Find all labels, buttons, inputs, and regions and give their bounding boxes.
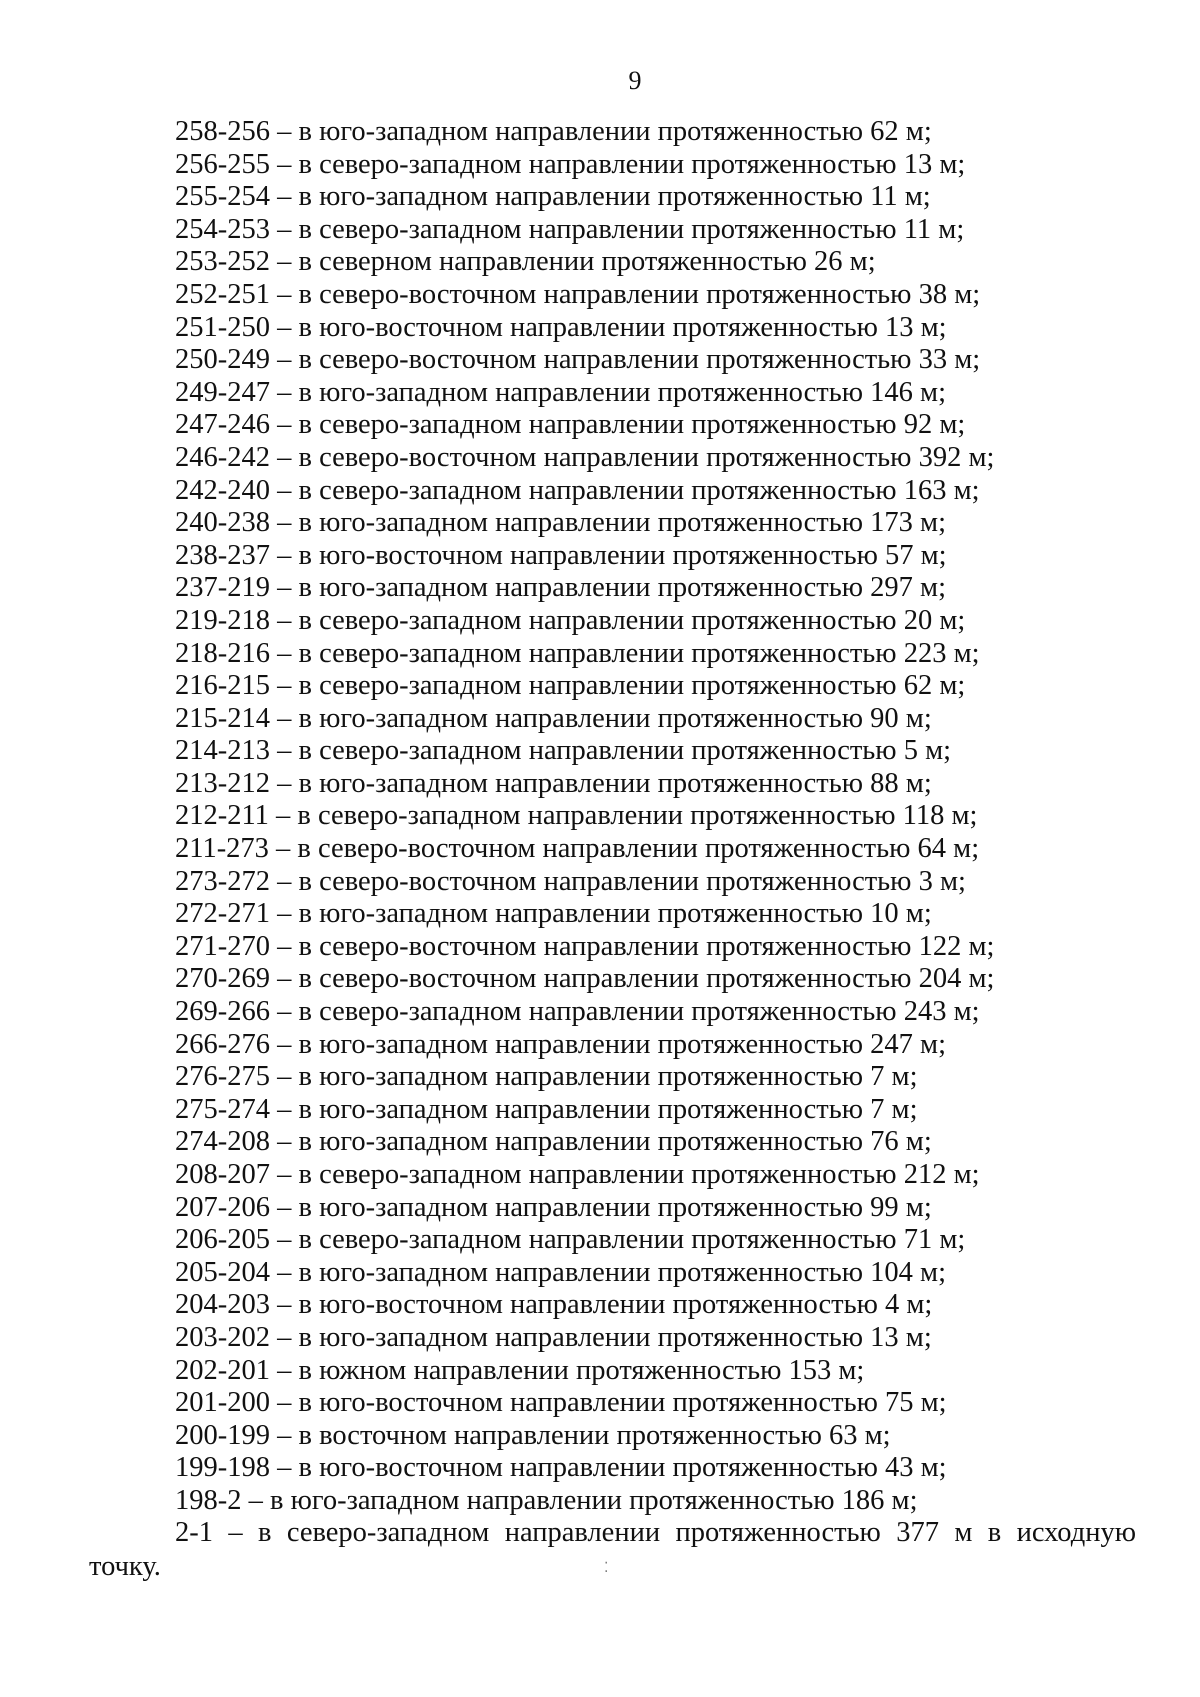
boundary-segment-line: 272-271 – в юго-западном направлении протяженностью 10 м; bbox=[175, 898, 932, 930]
boundary-segment-line: 269-266 – в северо-западном направлении протяженностью 243 м; bbox=[175, 996, 980, 1028]
boundary-segment-line: 274-208 – в юго-западном направлении протяженностью 76 м; bbox=[175, 1126, 932, 1158]
boundary-segment-line: 270-269 – в северо-восточном направлении протяженностью 204 м; bbox=[175, 963, 995, 995]
boundary-segment-line: 242-240 – в северо-западном направлении протяженностью 163 м; bbox=[175, 474, 980, 506]
boundary-segment-line: 250-249 – в северо-восточном направлении протяженностью 33 м; bbox=[175, 344, 981, 376]
boundary-segment-line: 266-276 – в юго-западном направлении протяженностью 247 м; bbox=[175, 1028, 946, 1060]
boundary-segment-line: 219-218 – в северо-западном направлении протяженностью 20 м; bbox=[175, 604, 966, 636]
boundary-segment-line: 207-206 – в юго-западном направлении протяженностью 99 м; bbox=[175, 1191, 932, 1223]
boundary-segment-line: 205-204 – в юго-западном направлении протяженностью 104 м; bbox=[175, 1256, 946, 1288]
closing-paragraph-line-1: 2-1 – в северо-западном направлении протяженностью 377 м в исходную bbox=[175, 1517, 1136, 1548]
boundary-segment-line: 211-273 – в северо-восточном направлении протяженностью 64 м; bbox=[175, 833, 980, 865]
boundary-segment-line: 254-253 – в северо-западном направлении протяженностью 11 м; bbox=[175, 213, 965, 245]
boundary-segment-line: 214-213 – в северо-западном направлении протяженностью 5 м; bbox=[175, 735, 952, 767]
boundary-segment-line: 212-211 – в северо-западном направлении протяженностью 118 м; bbox=[175, 800, 978, 832]
boundary-segment-line: 275-274 – в юго-западном направлении протяженностью 7 м; bbox=[175, 1093, 918, 1125]
boundary-segment-line: 202-201 – в южном направлении протяженностью 153 м; bbox=[175, 1354, 865, 1386]
boundary-segment-line: 237-219 – в юго-западном направлении протяженностью 297 м; bbox=[175, 572, 946, 604]
boundary-segment-line: 251-250 – в юго-восточном направлении протяженностью 13 м; bbox=[175, 311, 947, 343]
boundary-segment-line: 216-215 – в северо-западном направлении протяженностью 62 м; bbox=[175, 670, 966, 702]
closing-paragraph-line-2: точку. bbox=[89, 1551, 161, 1582]
boundary-segment-line: 213-212 – в юго-западном направлении протяженностью 88 м; bbox=[175, 767, 932, 799]
boundary-segment-line: 249-247 – в юго-западном направлении протяженностью 146 м; bbox=[175, 376, 946, 408]
boundary-segment-line: 271-270 – в северо-восточном направлении протяженностью 122 м; bbox=[175, 930, 995, 962]
boundary-segment-line: 276-275 – в юго-западном направлении протяженностью 7 м; bbox=[175, 1061, 918, 1093]
boundary-segment-list bbox=[175, 116, 1135, 1518]
boundary-segment-line: 255-254 – в юго-западном направлении протяженностью 11 м; bbox=[175, 181, 931, 213]
boundary-segment-line: 256-255 – в северо-западном направлении протяженностью 13 м; bbox=[175, 148, 966, 180]
closing-paragraph bbox=[89, 1516, 1136, 1584]
boundary-segment-line: 199-198 – в юго-восточном направлении протяженностью 43 м; bbox=[175, 1452, 947, 1484]
boundary-segment-line: 215-214 – в юго-западном направлении протяженностью 90 м; bbox=[175, 702, 932, 734]
page-number: 9 bbox=[628, 66, 642, 95]
boundary-segment-line: 253-252 – в северном направлении протяженностью 26 м; bbox=[175, 246, 876, 278]
boundary-segment-line: 252-251 – в северо-восточном направлении протяженностью 38 м; bbox=[175, 278, 981, 310]
boundary-segment-line: 273-272 – в северо-восточном направлении протяженностью 3 м; bbox=[175, 865, 966, 897]
boundary-segment-line: 218-216 – в северо-западном направлении протяженностью 223 м; bbox=[175, 637, 980, 669]
boundary-segment-line: 198-2 – в юго-западном направлении протяженностью 186 м; bbox=[175, 1484, 918, 1516]
scan-speck: ⁚ bbox=[604, 1561, 609, 1576]
boundary-segment-line: 200-199 – в восточном направлении протяженностью 63 м; bbox=[175, 1419, 891, 1451]
boundary-segment-line: 240-238 – в юго-западном направлении протяженностью 173 м; bbox=[175, 507, 946, 539]
boundary-segment-line: 204-203 – в юго-восточном направлении протяженностью 4 м; bbox=[175, 1289, 933, 1321]
boundary-segment-line: 208-207 – в северо-западном направлении протяженностью 212 м; bbox=[175, 1159, 980, 1190]
boundary-segment-line: 201-200 – в юго-восточном направлении протяженностью 75 м; bbox=[175, 1387, 947, 1419]
boundary-segment-line: 206-205 – в северо-западном направлении протяженностью 71 м; bbox=[175, 1224, 966, 1256]
boundary-segment-line: 238-237 – в юго-восточном направлении протяженностью 57 м; bbox=[175, 539, 947, 571]
boundary-segment-line: 246-242 – в северо-восточном направлении протяженностью 392 м; bbox=[175, 441, 995, 473]
boundary-segment-line: 203-202 – в юго-западном направлении протяженностью 13 м; bbox=[175, 1321, 932, 1353]
boundary-segment-line: 247-246 – в северо-западном направлении протяженностью 92 м; bbox=[175, 409, 966, 441]
boundary-segment-line: 258-256 – в юго-западном направлении протяженностью 62 м; bbox=[175, 116, 932, 147]
